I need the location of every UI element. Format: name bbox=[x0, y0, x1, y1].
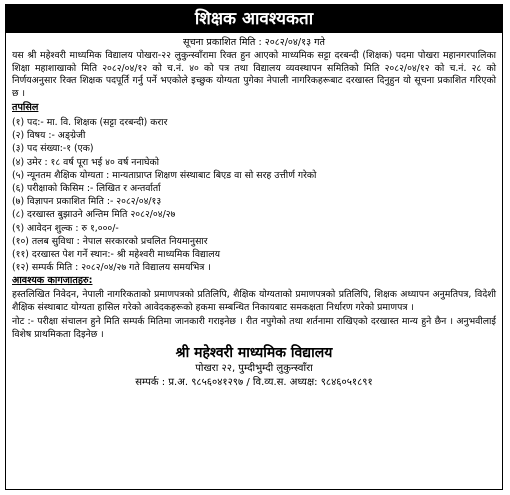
school-name: श्री महेश्वरी माध्यमिक विद्यालय bbox=[175, 345, 333, 362]
footer bbox=[6, 344, 502, 390]
notice-publish-date: सूचना प्रकाशित मिति : २०८२/०४/१३ गते bbox=[182, 37, 326, 48]
details-list bbox=[12, 116, 496, 274]
details-heading: तपसिल bbox=[12, 102, 39, 114]
school-address: पोखरा २२, पुम्दीभुम्दी लुकुन्स्वाँरा bbox=[195, 363, 313, 375]
detail-item-salary: (१०) तलब सुविधा : नेपाल सरकारको प्रचलित नियमानुसार bbox=[12, 235, 208, 247]
documents-paragraph: हस्तलिखित निवेदन, नेपाली नागरिकताको प्रमाणपत्रको प्रतिलिपि, शैक्षिक योग्यताको प्रमाणपत्रको प्रतिलिपि, शिक्षक अध्यापन अनुमतिपत्र, विदेशी शैक्षिक संस्थाबाट योग्यता हासिल गरेको आवेदकहरूको हकमा सम्बन्धित निकायबाट समकक्षता निर्धारण गरेको प्रमाणपत्र । bbox=[12, 289, 496, 313]
detail-item-contact-date: (१२) सम्पर्क मिति : २०८२/०४/२७ गते विद्यालय समयभित्र । bbox=[12, 262, 211, 274]
detail-item-age: (४) उमेर : १८ वर्ष पूरा भई ४० वर्ष ननाघेको bbox=[12, 156, 160, 168]
note-paragraph: नोट :- परीक्षा संचालन हुने मिति सम्पर्क मितिमा जानकारी गराइनेछ । रीत नपुगेको तथा शर्तनामा राखिएको दरखास्त मान्य हुने छैन । अनुभवीलाई विशेष प्राथमिकता दिइनेछ । bbox=[12, 316, 496, 340]
vacancy-notice bbox=[5, 4, 503, 490]
detail-item-qualification: (५) न्यूनतम शैक्षिक योग्यता : मान्यताप्राप्त शिक्षण संस्थाबाट बिएड वा सो सरह उत्तीर्ण गरेको bbox=[12, 169, 317, 181]
documents-heading: आवश्यक कागजातहरु: bbox=[12, 275, 93, 287]
detail-item-subject: (२) विषय :- अङ्ग्रेजी bbox=[12, 130, 86, 142]
detail-item-post: (१) पद:- मा. वि. शिक्षक (सट्टा दरबन्दी) करार bbox=[12, 116, 168, 128]
detail-item-exam-type: (६) परीक्षाको किसिम :- लिखित र अन्तर्वार्ता bbox=[12, 182, 161, 194]
detail-item-vacancy-count: (३) पद संख्या:-१ (एक) bbox=[12, 143, 94, 155]
detail-item-publish-date: (७) विज्ञापन प्रकाशित मिति :- २०८२/०४/१३ bbox=[12, 196, 162, 208]
notice-title: शिक्षक आवश्यकता bbox=[6, 5, 502, 33]
detail-item-fee: (९) आवेदन शुल्क : रु १,०००/- bbox=[12, 222, 119, 234]
school-contact: सम्पर्क : प्र.अ. ९८५६०४१२९७ / वि.व्य.स. अध्यक्ष: ९८४६०५१८९१ bbox=[135, 377, 373, 389]
detail-item-submission-place: (११) दरखास्त पेश गर्ने स्थान:- श्री महेश्वरी माध्यमिक विद्यालय bbox=[12, 249, 220, 260]
notice-intro-paragraph: यस श्री महेश्वरी माध्यमिक विद्यालय पोखरा-२२ लुकुन्स्वाँरामा रिक्त हुन आएको माध्यमिक सट्टा दरबन्दी (शिक्षक) पदमा पोखरा महानगरपालिका शिक्षा महाशाखाको मिति २०८२/०४/१२ को च.नं. ४० को पत्र तथा विद्यालय व्यवस्थापन समितिको मिति २०८२/०४/१२ को च.नं. २८ को निर्णयअनुसार रिक्त शिक्षक पदपूर्ति गर्नु पर्ने भएकोले इच्छुक योग्यता पुगेका नेपाली नागरिकहरूबाट दरखास्त दिनुहुन यो सूचना प्रकाशित गरिएको छ । bbox=[12, 50, 496, 99]
detail-item-deadline: (८) दरखास्त बुझाउने अन्तिम मिति २०८२/०४/२७ bbox=[12, 209, 176, 221]
